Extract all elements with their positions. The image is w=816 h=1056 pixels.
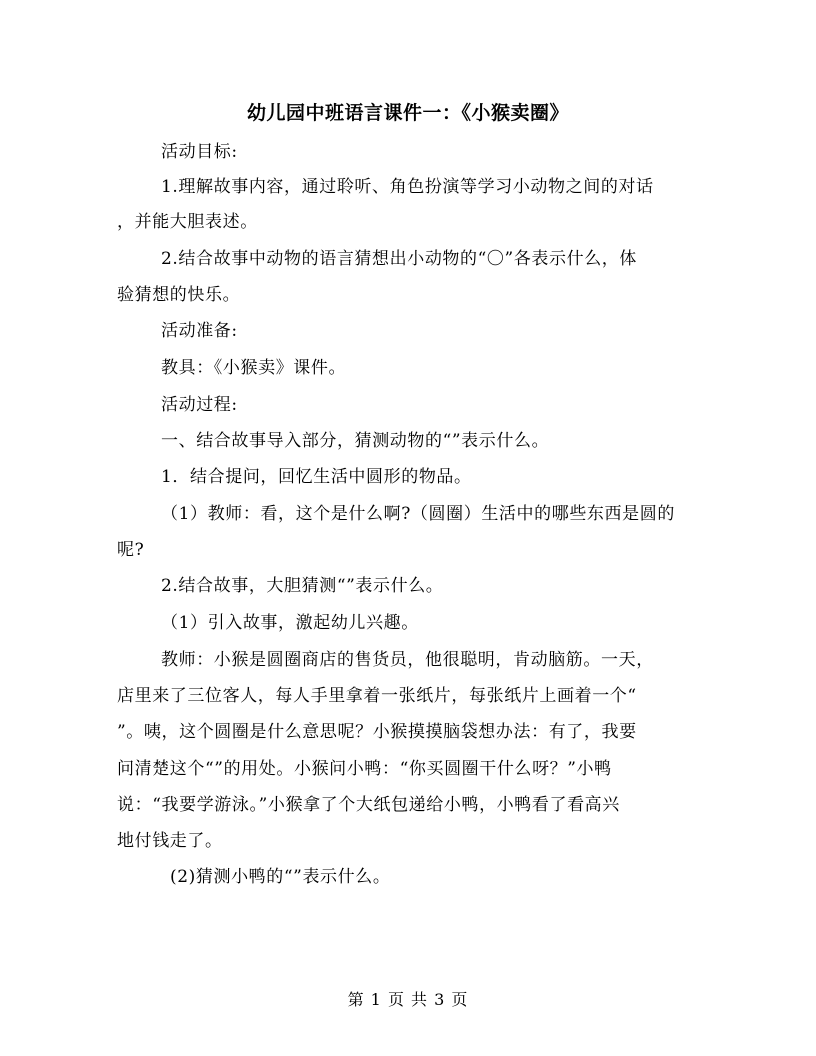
- paragraph-line: 教师：小猴是圆圈商店的售货员，他很聪明，肯动脑筋。一天，: [161, 650, 654, 670]
- paragraph-line: （1）教师：看，这个是什么啊?（圆圈）生活中的哪些东西是圆的: [161, 504, 675, 524]
- paragraph-line: 问清楚这个“”的用处。小猴问小鸭：“你买圆圈干什么呀？”小鸭: [117, 759, 612, 779]
- paragraph-line: 1．结合提问，回忆生活中圆形的物品。: [161, 467, 472, 487]
- paragraph-line: 地付钱走了。: [117, 831, 223, 851]
- paragraph-line: 店里来了三位客人，每人手里拿着一张纸片，每张纸片上画着一个“: [117, 686, 637, 706]
- paragraph-line: 验猜想的快乐。: [117, 285, 241, 305]
- paragraph-line: 活动准备:: [161, 321, 238, 341]
- paragraph-line: 1.理解故事内容，通过聆听、角色扮演等学习小动物之间的对话: [161, 177, 654, 197]
- paragraph-line: 呢?: [117, 540, 145, 560]
- page-footer: 第 1 页 共 3 页: [347, 990, 469, 1009]
- paragraph-line: 2.结合故事中动物的语言猜想出小动物的“〇”各表示什么，体: [161, 249, 638, 269]
- paragraph-line: ，并能大胆表述。: [117, 212, 258, 232]
- paragraph-line: 说：“我要学游泳。”小猴拿了个大纸包递给小鸭，小鸭看了看高兴: [117, 795, 620, 815]
- paragraph-line: 活动目标:: [161, 142, 238, 162]
- paragraph-line: 活动过程:: [161, 395, 238, 415]
- paragraph-line: (2)猜测小鸭的“”表示什么。: [170, 867, 391, 887]
- paragraph-line: 一、结合故事导入部分，猜测动物的“”表示什么。: [161, 431, 550, 451]
- paragraph-line: 教具：《小猴卖》课件。: [161, 358, 347, 378]
- paragraph-line: （1）引入故事，激起幼儿兴趣。: [161, 613, 419, 633]
- document-title: 幼儿园中班语言课件一：《小猴卖圈》: [246, 102, 569, 124]
- paragraph-line: ”。咦，这个圆圈是什么意思呢？小猴摸摸脑袋想办法：有了，我要: [117, 722, 637, 742]
- paragraph-line: 2.结合故事，大胆猜测“”表示什么。: [161, 576, 444, 596]
